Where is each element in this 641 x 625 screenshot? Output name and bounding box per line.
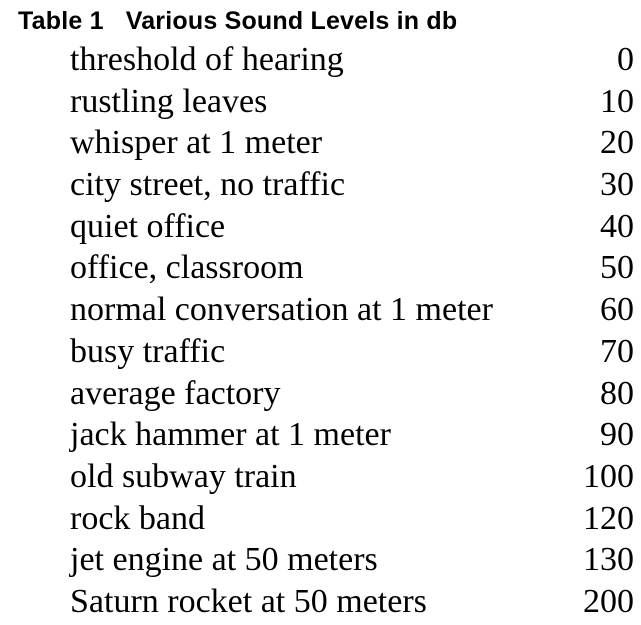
sound-source: Saturn rocket at 50 meters	[70, 582, 427, 620]
table-row	[70, 456, 634, 498]
sound-level: 20	[600, 124, 634, 162]
table-caption	[18, 4, 457, 38]
table-row	[70, 498, 634, 540]
sound-source: city street, no traffic	[70, 166, 346, 204]
sound-level: 120	[583, 499, 634, 537]
sound-level: 50	[600, 249, 634, 287]
table-row	[70, 164, 634, 206]
sound-source: jet engine at 50 meters	[70, 541, 378, 579]
table-row	[70, 247, 634, 289]
sound-level: 130	[583, 541, 634, 579]
table-row	[70, 122, 634, 164]
sound-level: 80	[600, 374, 634, 412]
sound-source: old subway train	[70, 457, 297, 495]
sound-level: 30	[600, 166, 634, 204]
sound-level: 100	[583, 457, 634, 495]
sound-level: 10	[600, 82, 634, 120]
table-row	[70, 81, 634, 123]
table-row	[70, 206, 634, 248]
table-title: Various Sound Levels in db	[125, 7, 458, 35]
sound-level: 90	[600, 416, 634, 454]
sound-source: office, classroom	[70, 249, 304, 287]
sound-source: rock band	[70, 499, 206, 537]
sound-level: 60	[600, 291, 634, 329]
sound-levels-table	[70, 39, 634, 623]
table-row	[70, 539, 634, 581]
sound-source: whisper at 1 meter	[70, 124, 323, 162]
table-row	[70, 39, 634, 81]
sound-source: threshold of hearing	[70, 41, 344, 78]
sound-source: busy traffic	[70, 332, 226, 370]
sound-level: 200	[583, 582, 634, 620]
sound-source: normal conversation at 1 meter	[70, 291, 493, 329]
sound-source: rustling leaves	[70, 82, 268, 120]
table-number-label: Table 1	[18, 7, 104, 35]
table-row	[70, 373, 634, 415]
table-row	[70, 414, 634, 456]
sound-level: 0	[617, 41, 634, 78]
sound-level: 40	[600, 207, 634, 245]
sound-source: jack hammer at 1 meter	[70, 416, 391, 454]
sound-level: 70	[600, 332, 634, 370]
sound-source: average factory	[70, 374, 281, 412]
table-row	[70, 581, 634, 623]
table-row	[70, 289, 634, 331]
sound-source: quiet office	[70, 207, 226, 245]
table-row	[70, 331, 634, 373]
